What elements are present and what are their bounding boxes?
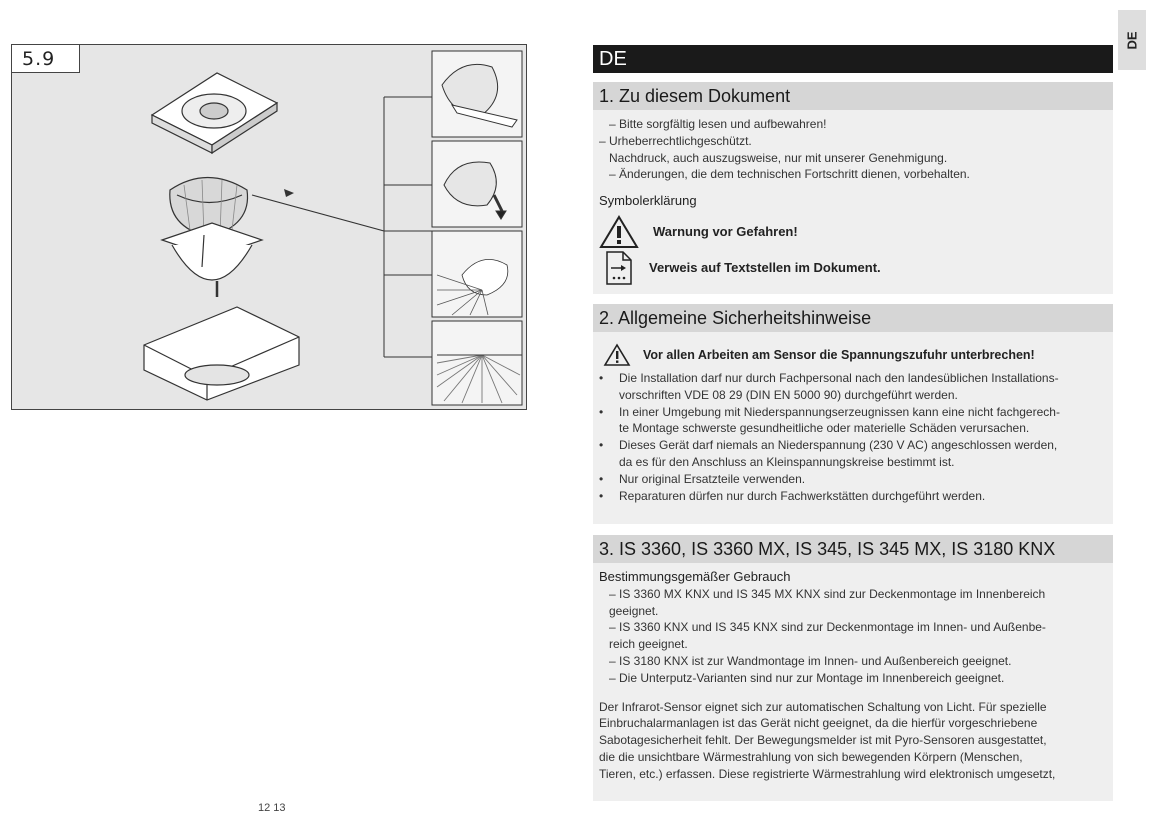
page-numbers: 12 13 — [258, 802, 286, 814]
usage-line: – Die Unterputz-Varianten sind nur zur Montage im Innenbereich geeignet. — [609, 670, 1005, 685]
usage-line: – IS 3360 MX KNX und IS 345 MX KNX sind zur Deckenmontage im Innenbereich — [609, 586, 1046, 601]
safety-bullet: • In einer Umgebung mit Niederspannungserzeugnissen kann eine nicht fachgerech- — [599, 404, 1103, 421]
section-1-line: – Änderungen, die dem technischen Fortschritt dienen, vorbehalten. — [609, 167, 970, 182]
section-1-line: – Urheberrechtlichgeschützt. — [599, 133, 752, 148]
side-tab-label: DE — [1124, 30, 1140, 50]
symbol-row-reference — [599, 250, 1103, 286]
usage-line: – IS 3180 KNX ist zur Wandmontage im Innen- und Außenbereich geeignet. — [609, 653, 1012, 668]
section-about-document — [593, 82, 1113, 294]
safety-bullet: • Nur original Ersatzteile verwenden. — [599, 471, 1103, 488]
usage-heading: Bestimmungsgemäßer Gebrauch — [599, 569, 791, 584]
safety-bullet-continuation: te Montage schwerste gesundheitliche oder materielle Schäden verursachen. — [619, 421, 1030, 436]
safety-bullet-continuation: da es für den Anschluss an Kleinspannungskreise bestimmt ist. — [619, 454, 955, 469]
section-3-body — [593, 563, 1113, 783]
document-reference-icon — [601, 250, 637, 286]
description-line: die die unsichtbare Wärmestrahlung von sich bewegenden Körpern (Menschen, — [599, 749, 1023, 764]
safety-warning-row — [599, 342, 1103, 368]
usage-line: reich geeignet. — [609, 637, 688, 652]
section-2-title: 2. Allgemeine Sicherheitshinweise — [593, 304, 1113, 332]
description-line: Sabotagesicherheit fehlt. Der Bewegungsmelder ist mit Pyro-Sensoren ausgestattet, — [599, 733, 1047, 748]
description-line: Einbruchalarmanlagen ist das Gerät nicht geeignet, da die hierfür vorgeschriebene — [599, 716, 1038, 731]
section-1-title: 1. Zu diesem Dokument — [593, 82, 1113, 110]
description-line: Tieren, etc.) erfassen. Diese registrierte Wärmestrahlung wird elektronisch umgesetzt, — [599, 766, 1056, 781]
symbol-row-warning — [599, 214, 1103, 250]
figure-label: 5.9 — [12, 45, 80, 73]
safety-warning-text: Vor allen Arbeiten am Sensor die Spannungszufuhr unterbrechen! — [643, 347, 1035, 362]
description-line: Der Infrarot-Sensor eignet sich zur automatischen Schaltung von Licht. Für spezielle — [599, 699, 1047, 714]
language-header-bar: DE — [593, 45, 1113, 73]
symbol-reference-text: Verweis auf Textstellen im Dokument. — [649, 259, 881, 275]
safety-bullet: • Dieses Gerät darf niemals an Niederspannung (230 V AC) angeschlossen werden, — [599, 437, 1103, 454]
language-side-tab — [1118, 10, 1146, 70]
figure-5-9 — [11, 44, 527, 410]
symbol-heading: Symbolerklärung — [599, 193, 697, 209]
safety-bullet: • Die Installation darf nur durch Fachpersonal nach den landesüblichen Installations- — [599, 370, 1103, 387]
warning-triangle-icon — [603, 343, 631, 367]
section-products — [593, 535, 1113, 801]
installation-illustration — [12, 45, 526, 409]
section-3-title: 3. IS 3360, IS 3360 MX, IS 345, IS 345 MX, IS 3180 KNX — [593, 535, 1113, 563]
safety-bullet-continuation: vorschriften VDE 08 29 (DIN EN 5000 90) durchgeführt werden. — [619, 387, 958, 402]
safety-bullet: • Reparaturen dürfen nur durch Fachwerkstätten durchgeführt werden. — [599, 488, 1103, 505]
symbol-warning-text: Warnung vor Gefahren! — [653, 223, 798, 239]
usage-line: geeignet. — [609, 603, 659, 618]
warning-triangle-icon — [599, 215, 639, 249]
section-1-line: Nachdruck, auch auszugsweise, nur mit unserer Genehmigung. — [609, 150, 948, 165]
usage-line: – IS 3360 KNX und IS 345 KNX sind zur Deckenmontage im Innen- und Außenbe- — [609, 620, 1046, 635]
section-1-body — [593, 110, 1113, 286]
section-2-body — [593, 332, 1113, 504]
section-1-line: – Bitte sorgfältig lesen und aufbewahren! — [609, 117, 827, 131]
section-safety-notes — [593, 304, 1113, 524]
